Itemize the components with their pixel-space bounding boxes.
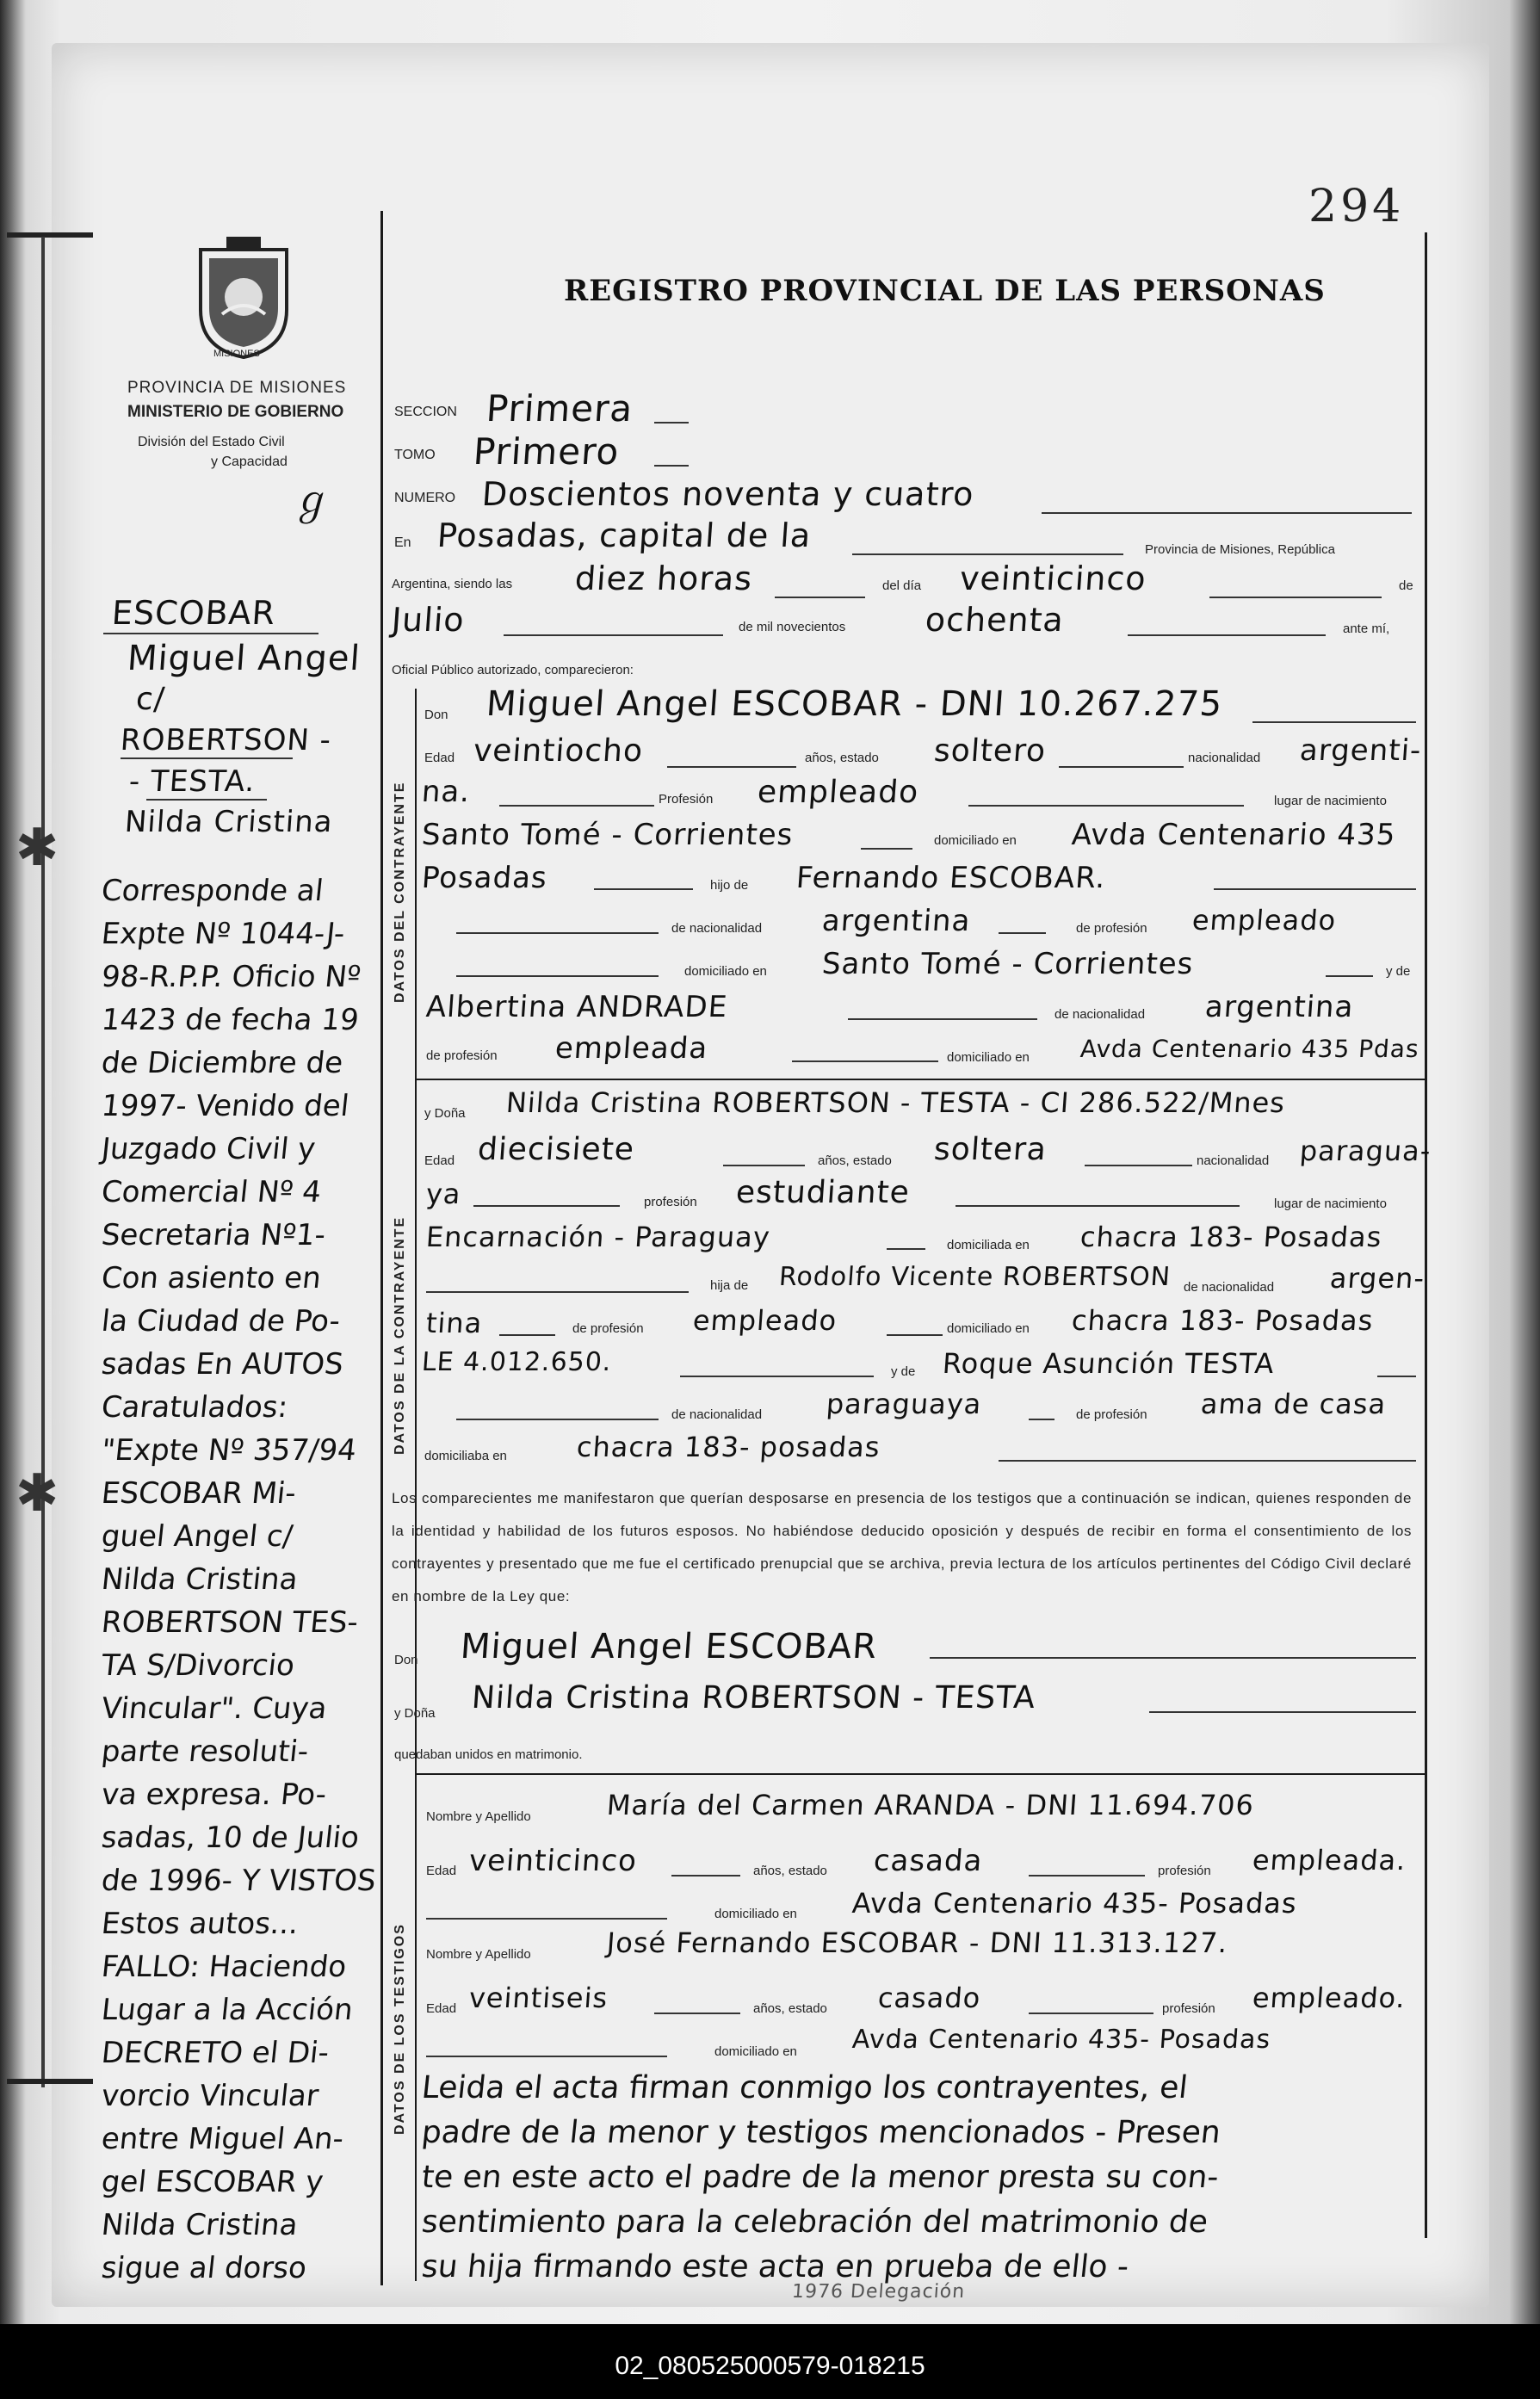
page-number: 294 (1308, 181, 1405, 232)
margin-note-line: de Diciembre de (99, 1046, 345, 1080)
contrayenta-padre-prof-label: de profesión (572, 1321, 644, 1336)
contrayenta-nacimiento: Encarnación - Paraguay (424, 1221, 772, 1253)
contrayente-nacionalidad-a: argenti- (1298, 733, 1423, 768)
contrayente-edad: veintiocho (472, 733, 645, 769)
contrayenta-domiciliada-label: domiciliada en (947, 1238, 1030, 1252)
contrayenta-madre-nacionalidad: paraguaya (825, 1388, 983, 1420)
seccion-value: Primera (485, 387, 635, 430)
contrayenta-estado: soltera (932, 1132, 1048, 1167)
de-label: de (1399, 578, 1413, 593)
cierre-line: te en este acto el padre de la menor presta su con- (419, 2160, 1221, 2195)
ante-mi-label: ante mí, (1343, 621, 1390, 636)
testigo2-edad: veintiseis (467, 1982, 609, 2014)
contrayente-madre-nacionalidad: argentina (1203, 990, 1355, 1024)
margin-note-line: Nilda Cristina (99, 1562, 300, 1597)
initials-signature: ℊ (290, 477, 335, 523)
margin-note-line: Lugar a la Acción (99, 1993, 355, 2027)
margin-note-line: Caratulados: (99, 1390, 290, 1425)
hora-value: diez horas (573, 560, 754, 597)
margin-note (99, 869, 378, 2290)
margin-note-line: Expte Nº 1044-J- (99, 917, 347, 951)
y-de-label: y de (1386, 964, 1411, 979)
madre-domiciliado-label: domiciliado en (947, 1050, 1030, 1065)
de-profesion-label: de profesión (1076, 921, 1147, 936)
section-separator (415, 1773, 1425, 1775)
margin-note-line: Secretaria Nº1- (99, 1218, 328, 1252)
side-label-testigos: DATOS DE LOS TESTIGOS (393, 1923, 407, 2135)
contrayenta-nacionalidad-a: paragua- (1298, 1135, 1432, 1167)
lugar-nacimiento-label: lugar de nacimiento (1274, 794, 1387, 808)
don-label: Don (424, 708, 448, 722)
contrayente-profesion: empleado (756, 775, 920, 810)
dia-value: veinticinco (958, 560, 1148, 597)
mes-value: Julio (390, 601, 467, 639)
scan-file-id: 02_080525000579-018215 (615, 2352, 925, 2380)
oficial-label: Oficial Público autorizado, comparecieron: (392, 663, 634, 677)
ministry-name: MINISTERIO DE GOBIERNO (127, 403, 344, 421)
margin-note-line: entre Miguel An- (99, 2122, 346, 2156)
lugar-value: Posadas, capital de la (436, 516, 813, 554)
binding-stitch-bottom (7, 2079, 93, 2094)
testigo2-profesion-label: profesión (1162, 2001, 1215, 2016)
testigo1-nombre-label: Nombre y Apellido (426, 1809, 531, 1824)
cierre-line: padre de la menor y testigos mencionados - Presen (419, 2115, 1222, 2150)
tomo-value: Primero (472, 430, 622, 473)
contrayente-padre-domicilio: Santo Tomé - Corrientes (820, 947, 1195, 981)
contrayente-domicilio: Avda Centenario 435 (1070, 818, 1397, 852)
contrayente-nacionalidad-b: na. (420, 775, 472, 809)
del-dia-label: del día (882, 578, 922, 593)
testigo1-edad-label: Edad (426, 1864, 457, 1878)
margin-note-line: sadas, 10 de Julio (99, 1821, 362, 1855)
contrayenta-padre-nac-b: tina (424, 1307, 484, 1339)
margin-note-line: Estos autos... (99, 1907, 300, 1941)
contrayente-nombre: Miguel Angel ESCOBAR - DNI 10.267.275 (485, 684, 1224, 724)
contrayente-madre-profesion: empleada (554, 1031, 709, 1066)
binding-thread (41, 237, 45, 2087)
contrayente-padre-nacionalidad: argentina (820, 904, 972, 938)
en-label: En (394, 535, 411, 550)
margin-conj: c/ (134, 682, 167, 717)
margin-note-line: FALLO: Haciendo (99, 1950, 349, 1984)
edad-label: Edad (424, 751, 455, 765)
margin-note-line: 1997- Venido del (99, 1089, 351, 1123)
section-separator (415, 1079, 1425, 1080)
contrayenta-anos-label: años, estado (818, 1153, 892, 1168)
contrayenta-padre-domicilio: chacra 183- Posadas (1070, 1304, 1375, 1337)
cierre-paragraph (419, 2066, 1420, 2290)
nacionalidad-label: nacionalidad (1188, 751, 1261, 765)
margin-note-line: Corresponde al (99, 874, 325, 908)
margin-note-line: guel Angel c/ (99, 1519, 295, 1554)
de-nacionalidad-label: de nacionalidad (671, 921, 763, 936)
seccion-label: SECCION (394, 405, 457, 419)
binding-stitch-top (7, 232, 93, 248)
margin-note-line: "Expte Nº 357/94 (99, 1433, 358, 1468)
numero-label: NUMERO (394, 491, 456, 505)
binding-knot-icon: ✱ (15, 819, 59, 876)
testigo2-anos-label: años, estado (753, 2001, 827, 2016)
testigo1-profesion: empleada. (1251, 1844, 1407, 1877)
provincia-republica-label: Provincia de Misiones, República (1145, 542, 1335, 557)
hijo-de-label: hijo de (710, 878, 749, 893)
register-title: REGISTRO PROVINCIAL DE LAS PERSONAS (564, 274, 1326, 308)
testigo2-nombre-label: Nombre y Apellido (426, 1947, 531, 1962)
side-label-contrayente: DATOS DEL CONTRAYENTE (393, 781, 407, 1003)
margin-note-line: va expresa. Po- (99, 1778, 329, 1812)
contrayenta-madre-profesion: ama de casa (1199, 1388, 1388, 1420)
testigo2-domicilio: Avda Centenario 435- Posadas (850, 2025, 1272, 2055)
contrayenta-edad: diecisiete (476, 1132, 636, 1167)
numero-value: Doscientos noventa y cuatro (480, 475, 976, 513)
contrayenta-madre-domicilio: chacra 183- posadas (575, 1431, 881, 1463)
seal-label: MISIONES (213, 349, 260, 359)
contrayente-domicilio2: Posadas (420, 861, 549, 895)
contrayenta-madre-prof-label: de profesión (1076, 1407, 1147, 1422)
margin-note-line: sadas En AUTOS (99, 1347, 345, 1382)
contrayenta-madre-nac-label: de nacionalidad (671, 1407, 763, 1422)
contrayente-padre: Fernando ESCOBAR. (795, 861, 1107, 895)
margin-note-line: DECRETO el Di- (99, 2036, 331, 2070)
margin-note-line: gel ESCOBAR y (99, 2165, 325, 2199)
contrayente-estado: soltero (932, 733, 1048, 769)
contrayenta-nacionalidad-label: nacionalidad (1197, 1153, 1270, 1168)
testigo1-domiciliado-label: domiciliado en (714, 1907, 797, 1921)
margin-note-line: Comercial Nº 4 (99, 1175, 324, 1209)
margin-note-line: Vincular". Cuya (99, 1691, 329, 1726)
margin-note-line: Con asiento en (99, 1261, 323, 1295)
testigo2-domiciliado-label: domiciliado en (714, 2044, 797, 2059)
provincial-seal-icon (188, 232, 300, 362)
union-don: Miguel Angel ESCOBAR (459, 1627, 879, 1666)
cierre-line: su hija firmando este acta en prueba de ello - (419, 2249, 1131, 2285)
argentina-siendo-label: Argentina, siendo las (392, 577, 513, 591)
contrayenta-madre: Roque Asunción TESTA (941, 1347, 1276, 1380)
madre-nacionalidad-label: de nacionalidad (1054, 1007, 1146, 1022)
anio-value: ochenta (924, 601, 1066, 639)
testigo1-domicilio: Avda Centenario 435- Posadas (850, 1887, 1299, 1920)
contrayenta-padre-profesion: empleado (691, 1304, 838, 1337)
testigo1-edad: veinticinco (467, 1844, 639, 1878)
cierre-line: sentimiento para la celebración del matrimonio de (419, 2204, 1210, 2240)
tomo-label: TOMO (394, 448, 436, 462)
anos-estado-label: años, estado (805, 751, 879, 765)
margin-note-line: TA S/Divorcio (99, 1648, 297, 1683)
contrayenta-padre-dom-label: domiciliado en (947, 1321, 1030, 1336)
union-dona-label: y Doña (394, 1706, 436, 1721)
margin-name: Miguel Angel (126, 639, 362, 678)
declaracion-paragraph: Los comparecientes me manifestaron que querían desposarse en presencia de los testigos que a continuación se indican, quienes responden de la identidad y habilidad de los futuros esposos. No habiéndose deducido oposición y después de recibir en forma el consentimiento de los contrayentes y presentado que me fue el certificado prenupcial que se archiva, previa lectura de los artículos pertinentes del Código Civil declaré en nombre de la Ley que: (392, 1490, 1412, 1604)
margin-note-line: parte resoluti- (99, 1734, 311, 1769)
margin-note-line: vorcio Vincular (99, 2079, 321, 2113)
contrayenta-nacionalidad-b: ya (424, 1178, 462, 1210)
testigo1-profesion-label: profesión (1158, 1864, 1211, 1878)
contrayente-madre-domicilio: Avda Centenario 435 Pdas (1079, 1035, 1420, 1063)
contrayenta-profesion-label: profesión (644, 1195, 697, 1209)
contrayenta-profesion: estudiante (734, 1175, 912, 1210)
testigo2-estado: casado (876, 1982, 982, 2014)
testigo1-anos-label: años, estado (753, 1864, 827, 1878)
padre-domiciliado-label: domiciliado en (684, 964, 767, 979)
contrayenta-padre-doc: LE 4.012.650. (420, 1347, 613, 1377)
hija-de-label: hija de (710, 1278, 749, 1293)
margin-note-line: Juzgado Civil y (99, 1132, 318, 1166)
contrayenta-lugar-label: lugar de nacimiento (1274, 1196, 1387, 1211)
right-border (1425, 232, 1427, 2238)
margin-surname: ESCOBAR (110, 594, 277, 632)
cierre-line: Leida el acta firman conmigo los contrayentes, el (419, 2070, 1190, 2105)
contrayenta-y-de-label: y de (891, 1364, 916, 1379)
division-line-2: y Capacidad (211, 454, 288, 469)
contrayenta-domicilio: chacra 183- Posadas (1079, 1221, 1383, 1253)
province-name: PROVINCIA DE MISIONES (127, 379, 347, 397)
de-mil-label: de mil novecientos (739, 620, 846, 634)
margin-note-line: de 1996- Y VISTOS (99, 1864, 378, 1898)
margin-surname2: ROBERTSON - (119, 723, 333, 757)
profesion-label: Profesión (659, 792, 714, 807)
contrayenta-padre-nac-label: de nacionalidad (1184, 1280, 1275, 1295)
side-label-contrayenta: DATOS DE LA CONTRAYENTE (393, 1215, 407, 1455)
contrayente-madre: Albertina ANDRADE (424, 990, 729, 1024)
binding-knot-icon: ✱ (15, 1465, 59, 1522)
testigo2-profesion: empleado. (1251, 1982, 1407, 2014)
contrayente-padre-profesion: empleado (1191, 904, 1338, 937)
madre-profesion-label: de profesión (426, 1048, 498, 1063)
testigo2-edad-label: Edad (426, 2001, 457, 2016)
contrayenta-domiciliaba-label: domiciliaba en (424, 1449, 507, 1463)
contrayenta-padre: Rodolfo Vicente ROBERTSON (777, 1262, 1172, 1292)
union-dona: Nilda Cristina ROBERTSON - TESTA (470, 1680, 1037, 1716)
bottom-scrawl: 1976 Delegación (791, 2281, 967, 2303)
union-don-label: Don (394, 1653, 418, 1667)
quedaban-label: quedaban unidos en matrimonio. (394, 1747, 583, 1762)
margin-note-line: Nilda Cristina (99, 2208, 300, 2242)
margin-note-line: sigue al dorso (99, 2251, 309, 2285)
margin-note-line: 1423 de fecha 19 (99, 1003, 361, 1037)
division-line-1: División del Estado Civil (138, 435, 285, 449)
margin-surname3: - TESTA. (127, 764, 257, 799)
margin-note-line: 98-R.P.P. Oficio Nº (99, 960, 363, 994)
contrayente-nacimiento: Santo Tomé - Corrientes (420, 818, 795, 852)
contrayenta-edad-label: Edad (424, 1153, 455, 1168)
testigo1-nombre: María del Carmen ARANDA - DNI 11.694.706 (605, 1789, 1256, 1821)
contrayenta-nombre: Nilda Cristina ROBERTSON - TESTA - CI 286.522/Mnes (504, 1086, 1287, 1119)
margin-note-line: la Ciudad de Po- (99, 1304, 343, 1339)
column-divider (380, 211, 383, 2285)
domiciliado-label: domiciliado en (934, 833, 1017, 848)
contrayenta-padre-nac-a: argen- (1328, 1262, 1426, 1295)
testigo2-nombre: José Fernando ESCOBAR - DNI 11.313.127. (605, 1926, 1229, 1959)
margin-name2: Nilda Cristina (123, 805, 334, 839)
margin-note-line: ESCOBAR Mi- (99, 1476, 298, 1511)
margin-note-line: ROBERTSON TES- (99, 1605, 360, 1640)
y-dona-label: y Doña (424, 1106, 466, 1121)
testigo1-estado: casada (872, 1844, 984, 1878)
